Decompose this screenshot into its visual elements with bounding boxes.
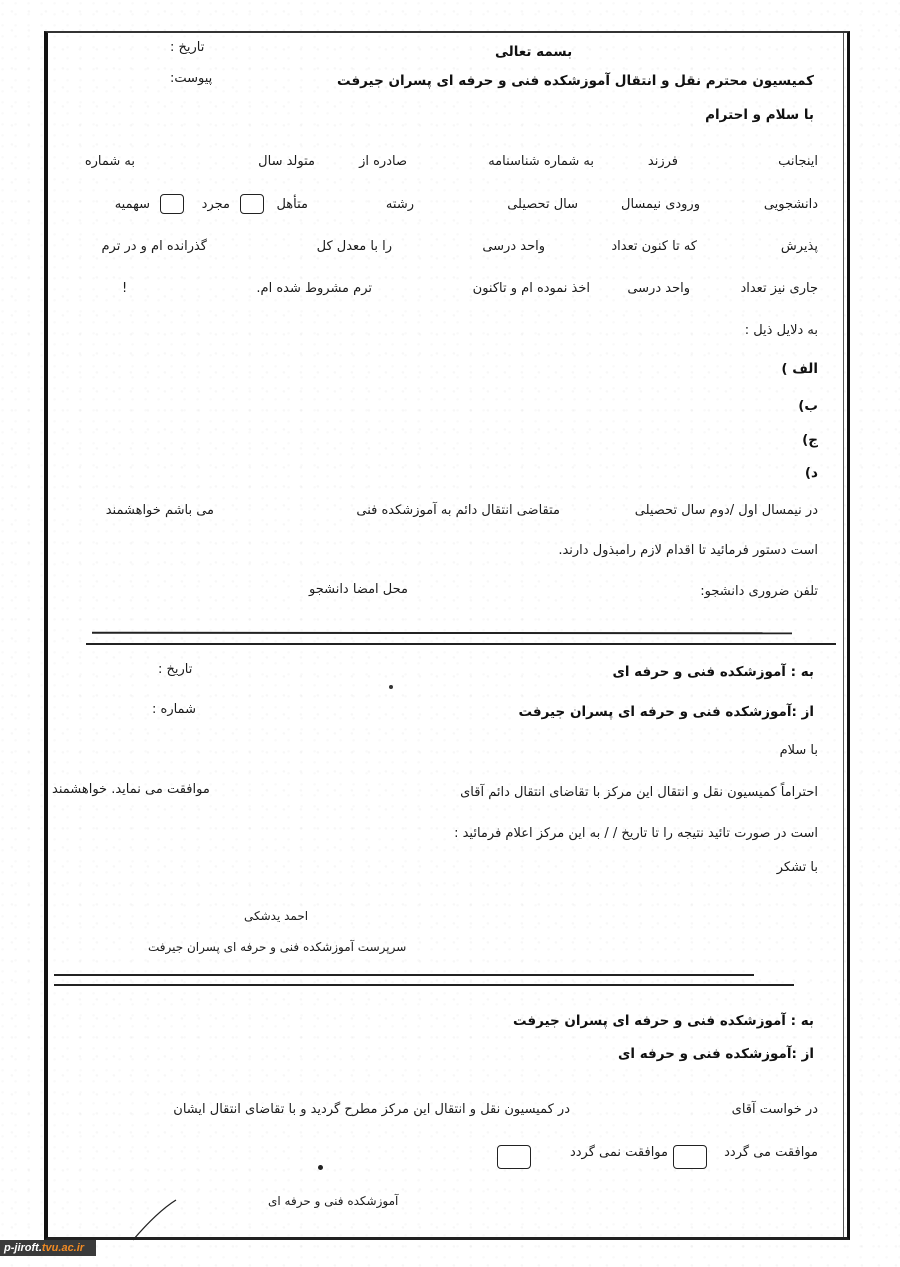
label-sadere: صادره از <box>359 154 407 169</box>
label-sahmiye: سهمیه <box>114 197 150 212</box>
label-gozarande: گذرانده ام و در ترم <box>101 239 207 254</box>
phone-label: تلفن ضروری دانشجو: <box>700 584 818 599</box>
ink-dot <box>389 685 393 689</box>
reasons-label: به دلایل ذیل : <box>744 323 818 338</box>
label-sal-tahsili: سال تحصیلی <box>507 197 578 212</box>
label-ta-konun: که تا کنون تعداد <box>611 239 697 254</box>
label-paziresh: پذیرش <box>780 239 818 254</box>
separator-line <box>54 974 754 976</box>
reason-jim: ج) <box>802 432 818 448</box>
label-nimsal: در نیمسال اول /دوم سال تحصیلی <box>634 503 818 518</box>
label-beshomare: به شماره <box>84 154 135 169</box>
label-inijaneb: اینجانب <box>778 154 818 169</box>
signer-name: احمد یدشکی <box>244 909 309 923</box>
label-reshte: رشته <box>385 197 414 212</box>
section2-thanks: با تشکر <box>776 860 818 875</box>
label-motevaled: متولد سال <box>258 154 315 169</box>
label-vorudi-nimsal: ورودی نیمسال <box>621 197 700 212</box>
attachment-label: پیوست: <box>170 71 213 86</box>
section3-to: به : آموزشکده فنی و حرفه ای پسران جیرفت <box>512 1013 814 1029</box>
watermark-prefix: p-jiroft. <box>4 1242 42 1254</box>
watermark-suffix: tvu.ac.ir <box>41 1242 85 1254</box>
label-daneshjoyi: دانشجویی <box>763 197 818 212</box>
signer-title: سرپرست آموزشکده فنی و حرفه ای پسران جیرفت <box>148 940 407 954</box>
ink-dot <box>318 1165 323 1170</box>
separator-line <box>54 984 794 986</box>
label-vahed-darsi-1: واحد درسی <box>482 239 545 254</box>
site-watermark <box>0 1240 96 1256</box>
reject-label: موافقت نمی گردد <box>569 1145 668 1160</box>
reject-checkbox[interactable] <box>497 1145 531 1169</box>
reason-alef: الف ) <box>781 361 818 377</box>
bismillah-heading: بسمه تعالی <box>495 44 573 60</box>
label-mojarrad: مجرد <box>201 197 230 212</box>
section2-body1-end: موافقت می نماید. خواهشمند <box>52 782 210 797</box>
label-motaghazi: متقاضی انتقال دائم به آموزشکده فنی <box>356 503 560 518</box>
label-shenasname: به شماره شناسنامه <box>488 154 594 169</box>
section3-from: از :آموزشکده فنی و حرفه ای <box>618 1046 814 1062</box>
separator-line <box>86 643 836 645</box>
section2-greeting: با سلام <box>779 743 818 758</box>
single-checkbox[interactable] <box>160 194 184 214</box>
label-akhz: اخذ نموده ام و تاکنون <box>472 281 590 296</box>
date-label: تاریخ : <box>170 40 205 55</box>
label-mibasham: می باشم خواهشمند <box>105 503 214 518</box>
footer-org: آموزشکده فنی و حرفه ای <box>268 1194 399 1208</box>
section2-to: به : آموزشکده فنی و حرفه ای <box>612 664 814 680</box>
section2-from: از :آموزشکده فنی و حرفه ای پسران جیرفت <box>518 704 814 720</box>
stray-mark: ! <box>122 281 128 296</box>
signature-stroke-icon <box>130 1198 180 1242</box>
married-checkbox[interactable] <box>240 194 264 214</box>
label-vahed-darsi-2: واحد درسی <box>627 281 690 296</box>
section3-request-end: در کمیسیون نقل و انتقال این مرکز مطرح گردید و با تقاضای انتقال ایشان <box>173 1102 570 1117</box>
section2-body2: است در صورت تائید نتیجه را تا تاریخ / / به این مرکز اعلام فرمائید : <box>454 826 818 841</box>
reason-dal: د) <box>804 465 818 481</box>
section2-date-label: تاریخ : <box>158 662 193 677</box>
reason-be: ب) <box>798 398 818 414</box>
section3-request-start: در خواست آقای <box>731 1102 818 1117</box>
addressee-title: کمیسیون محترم نقل و انتقال آموزشکده فنی و حرفه ای پسران جیرفت <box>337 73 814 89</box>
label-jari-tedad: جاری نیز تعداد <box>740 281 818 296</box>
greeting: با سلام و احترام <box>705 107 814 123</box>
label-mashrut: ترم مشروط شده ام. <box>256 281 372 296</box>
section2-number-label: شماره : <box>152 702 196 717</box>
label-moadel-kol: را با معدل کل <box>316 239 392 254</box>
section2-body1: احتراماً کمیسیون نقل و انتقال این مرکز با تقاضای انتقال دائم آقای <box>460 785 818 800</box>
approve-checkbox[interactable] <box>673 1145 707 1169</box>
label-motahel: متأهل <box>276 197 308 212</box>
order-line: است دستور فرمائید تا اقدام لازم رامبذول دارند. <box>558 543 818 558</box>
label-farzand: فرزند <box>647 154 678 169</box>
student-signature-label: محل امضا دانشجو <box>309 582 408 597</box>
approve-label: موافقت می گردد <box>724 1145 818 1160</box>
